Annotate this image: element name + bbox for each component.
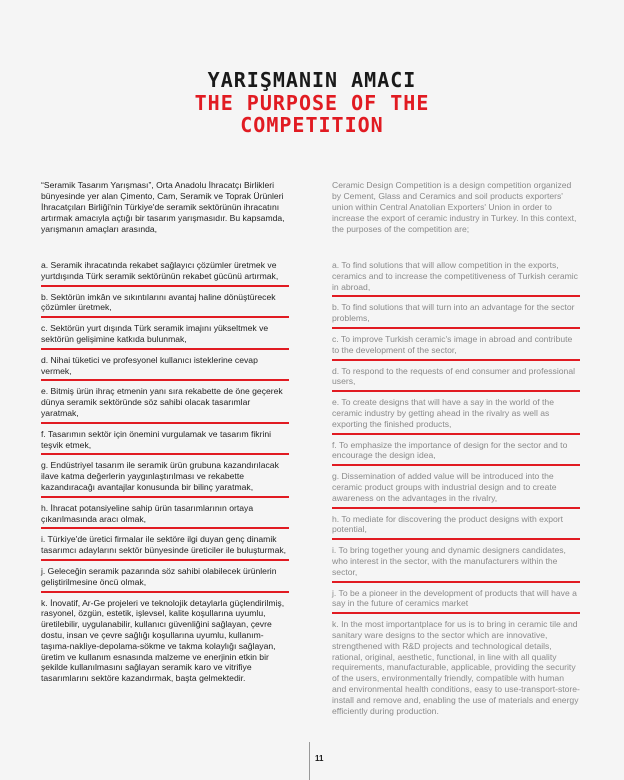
list-item: f. To emphasize the importance of design for the sector and to encourage the design idea,	[332, 438, 580, 467]
list-item: i. Türkiye'de üretici firmalar ile sektöre ilgi duyan genç dinamik tasarımcı adaylarını sektör bünyesinde üreticiler ile buluşturmak,	[41, 532, 289, 561]
list-item: k. İnovatif, Ar-Ge projeleri ve teknolojik detaylarla güçlendirilmiş, rasyonel, özgün, estetik, işlevsel, kalite koşullarına uyumlu, üretilebilir, uygulanabilir, kullanıcı güvenliğini sağlayan, çevre dostu, insan ve çevre sağlığı koşullarına uyumlu, kullanım-taşıma-nakliye-depolama-sökme ve takma kolaylığı sağlayan, üretim ve kullanım esnasında malzeme ve enerjinin etkin bir şekilde kullanılmasını sağlayan seramik karo ve vitrifiye tasarımlarını sektöre kazandırmak, başta gelmektedir.	[41, 597, 285, 684]
list-item: a. To find solutions that will allow competition in the exports, ceramics and to increase the competitiveness of Turkish ceramic in abroad,	[332, 258, 580, 297]
page-number-divider	[309, 742, 310, 780]
list-item: d. To respond to the requests of end consumer and professional users,	[332, 364, 580, 393]
list-item: h. To mediate for discovering the product designs with export potential,	[332, 512, 580, 541]
list-item: c. Sektörün yurt dışında Türk seramik imajını yükseltmek ve sektörün gelişimine katkıda bulunmak,	[41, 321, 289, 350]
english-column	[332, 180, 580, 716]
list-item: h. İhracat potansiyeline sahip ürün tasarımlarının ortaya çıkarılmasında aracı olmak,	[41, 501, 289, 530]
title-turkish: YARIŞMANIN AMACI	[207, 68, 417, 92]
title-english-line1: THE PURPOSE OF THE	[194, 91, 430, 115]
list-item: b. Sektörün imkân ve sıkıntılarını avantaj haline dönüştürecek çözümler üretmek,	[41, 290, 289, 319]
purpose-list-tr	[41, 258, 289, 690]
list-item: g. Endüstriyel tasarım ile seramik ürün grubuna kazandırılacak ilave katma değerlerin yaygınlaştırılması ve rekabette kazandıracağı avantajlar konusunda bir bilinç yaratmak,	[41, 458, 289, 497]
list-item: j. To be a pioneer in the development of products that will have a say in the future of ceramics market	[332, 586, 580, 615]
list-item: b. To find solutions that will turn into an advantage for the sector problems,	[332, 300, 580, 329]
list-item: d. Nihai tüketici ve profesyonel kullanıcı isteklerine cevap vermek,	[41, 353, 289, 382]
turkish-column	[41, 180, 289, 684]
list-item: e. To create designs that will have a say in the world of the ceramic industry by getting ahead in the rivalry as well as exporting the finished products,	[332, 395, 580, 434]
list-item: a. Seramik ihracatında rekabet sağlayıcı çözümler üretmek ve yurtdışında Türk seramik sektörünün rekabet gücünü artırmak,	[41, 258, 289, 287]
list-item: e. Bitmiş ürün ihraç etmenin yanı sıra rekabette de öne geçerek dünya seramik sektöründe söz sahibi olacak tasarımlar yaratmak,	[41, 384, 289, 423]
list-item: k. In the most importantplace for us is to bring in ceramic tile and sanitary ware designs to the sector which are innovative, strengthened with R&D projects and technological details, rational, original, aesthetic, functional, in line with all quality requirements, manufacturable, applicable, providing the security of the users, environmentally friendly, compatible with human and environmental health conditions, easy to use-transport-store-install and remove and, enabling the use of materials and energy efficiently during production.	[332, 619, 580, 716]
list-item: g. Dissemination of added value will be introduced into the ceramic product groups with industrial design and to create awareness on the advantages in the rivalry,	[332, 469, 580, 508]
intro-paragraph-en: Ceramic Design Competition is a design competition organized by Cement, Glass and Ceramics and soil products exporters' union within Central Anatolian Exporters' Union in order to increase the export of ceramic industry in Turkey. In this context, the purposes of the competition are;	[332, 180, 577, 234]
list-item: i. To bring together young and dynamic designers candidates, who interest in the sector, with the manufacturers within the sector,	[332, 543, 580, 582]
page-header	[0, 68, 624, 136]
title-english-line2: COMPETITION	[240, 113, 384, 137]
purpose-list-en	[332, 258, 580, 722]
list-item: c. To improve Turkish ceramic's image in abroad and contribute to the development of the sector,	[332, 332, 580, 361]
intro-paragraph-tr: “Seramik Tasarım Yarışması”, Orta Anadolu İhracatçı Birlikleri bünyesinde yer alan Çimento, Cam, Seramik ve Toprak Ürünleri İhracatçıları Birliği'nin Türkiye'de seramik sektörünün ihracatını artırmak amacıyla açtığı bir tasarım yarışmasıdır. Bu kapsamda, yarışmanın amaçları arasında,	[41, 180, 285, 234]
page-number: 11	[315, 754, 324, 763]
list-item: j. Geleceğin seramik pazarında söz sahibi olabilecek ürünlerin geliştirilmesine öncü olmak,	[41, 564, 289, 593]
list-item: f. Tasarımın sektör için önemini vurgulamak ve tasarım fikrini teşvik etmek,	[41, 427, 289, 456]
